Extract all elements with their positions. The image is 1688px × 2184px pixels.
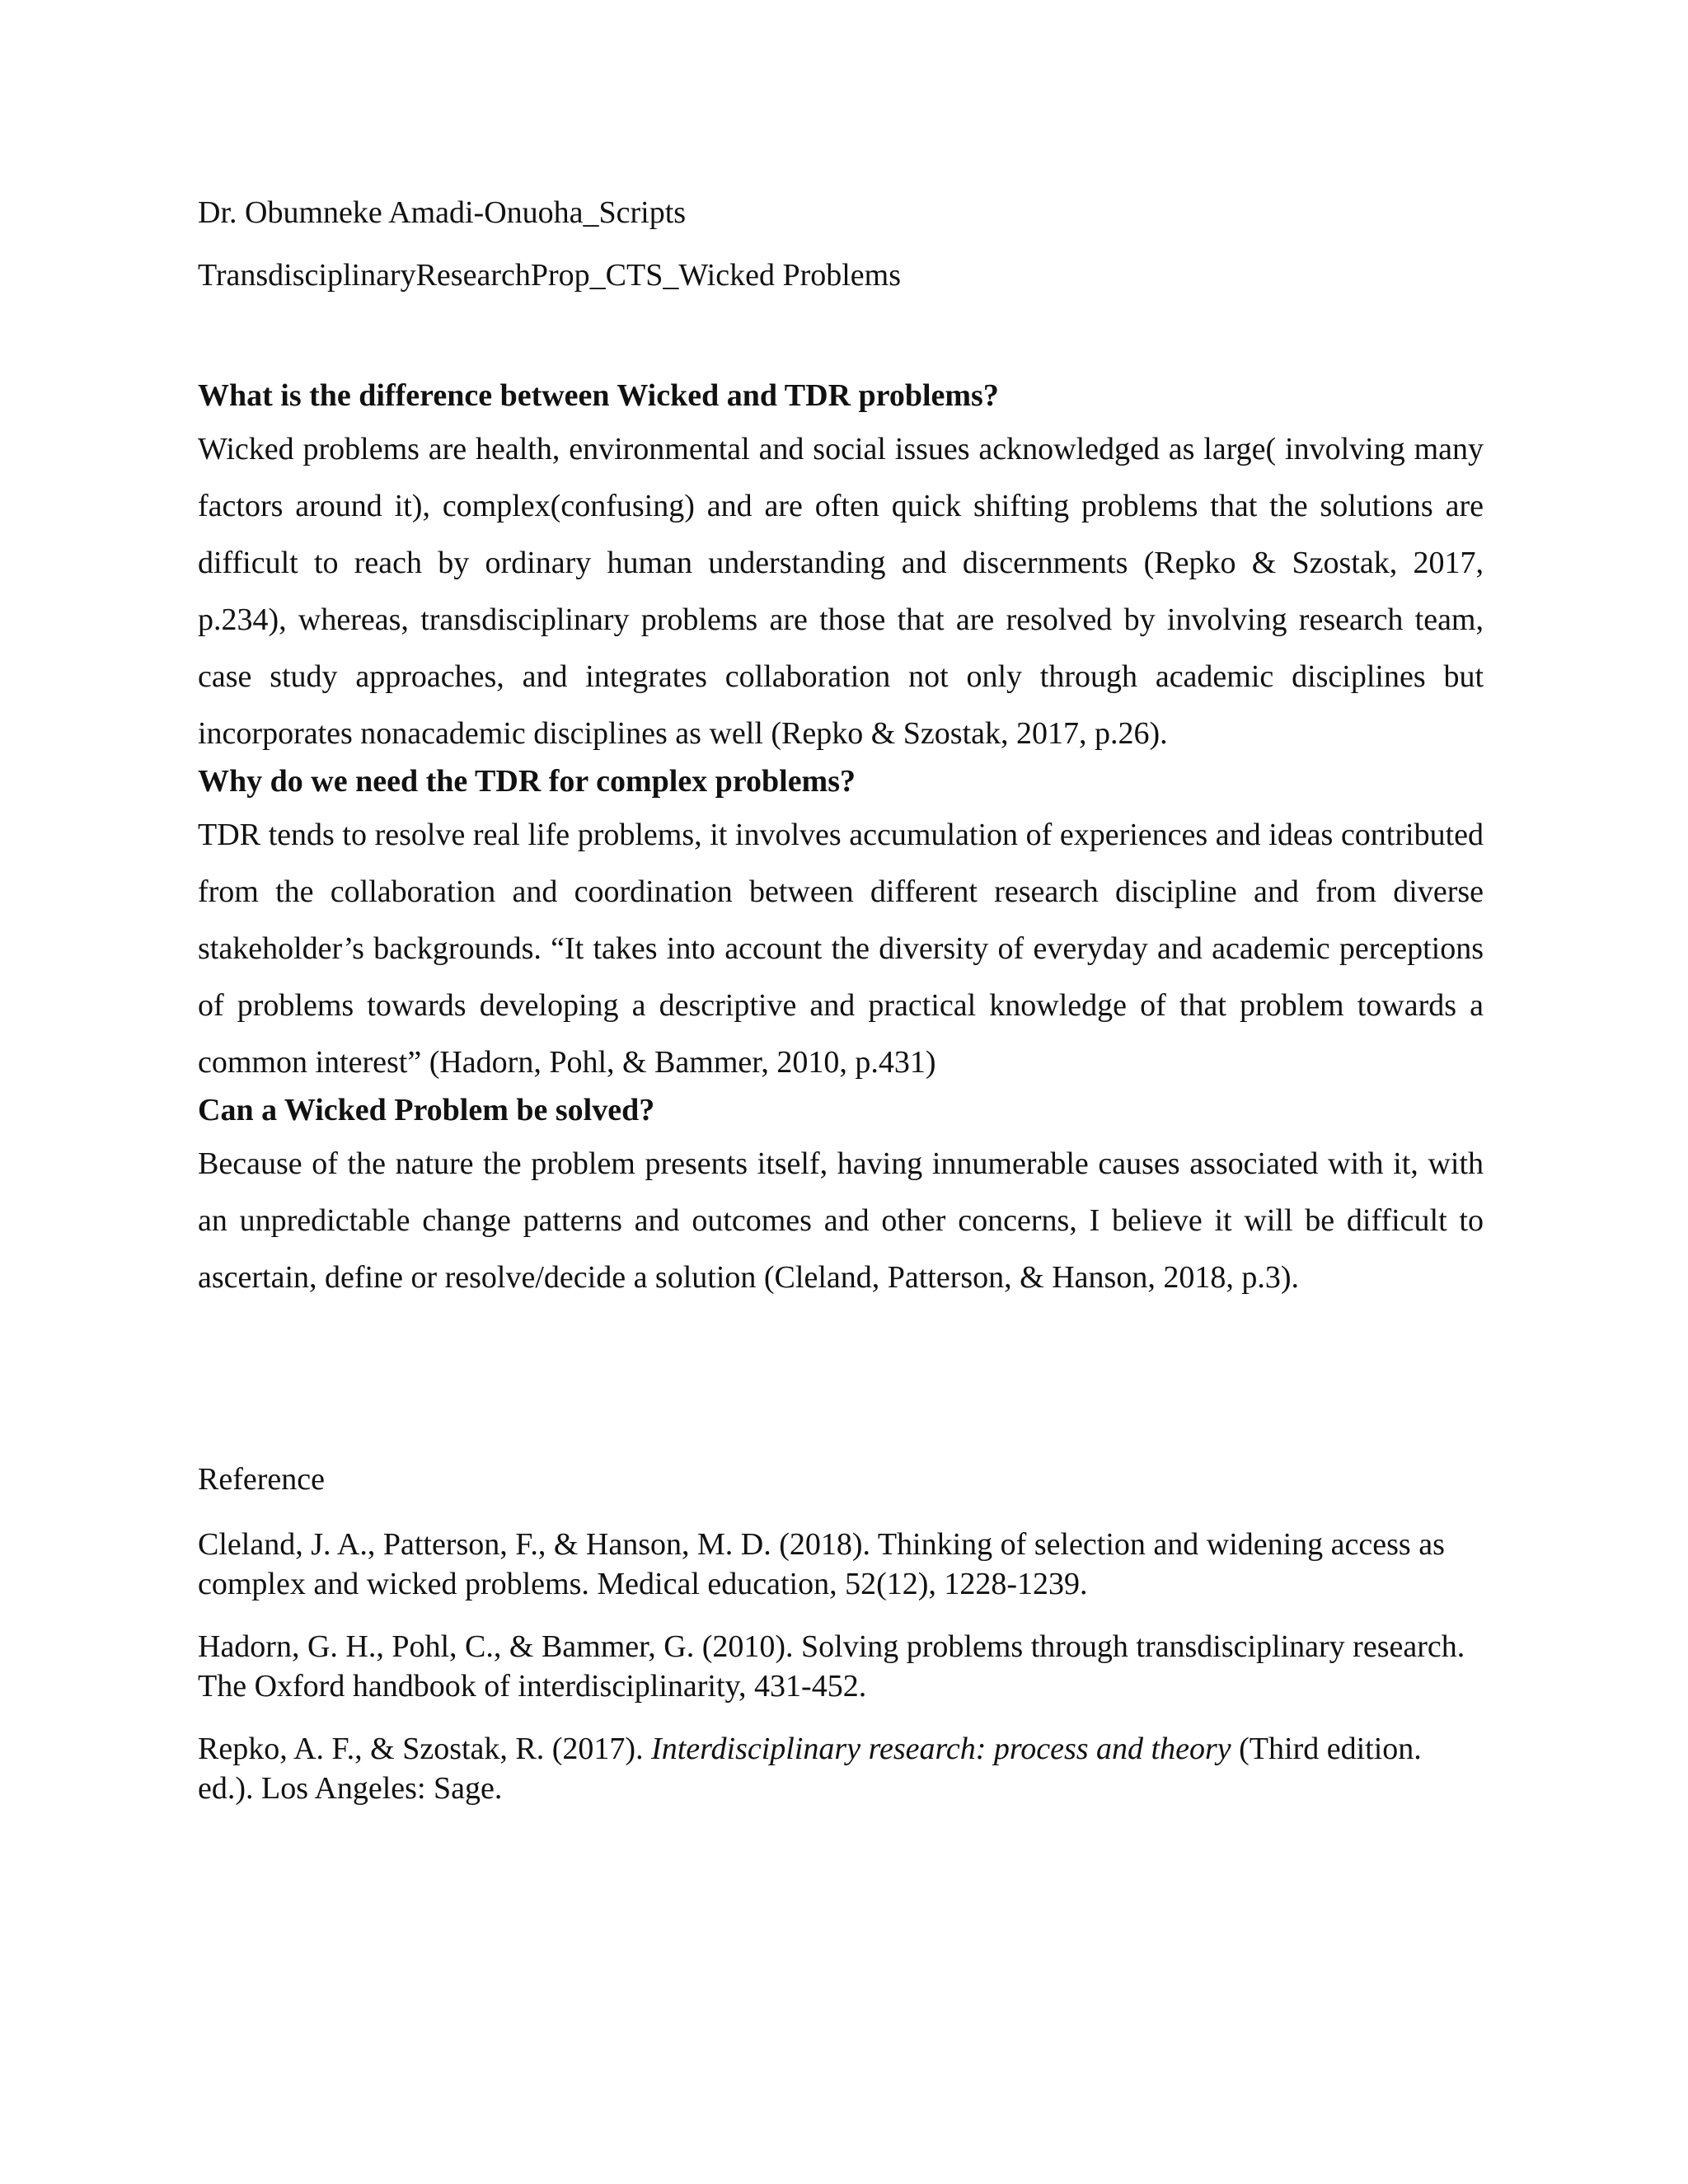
section-answer: Wicked problems are health, environmental and social issues acknowledged as large( involving many factors around it), complex(confusing) and are often quick shifting problems that the solutions are difficult to reach by ordinary human understanding and discernments (Repko & Szostak, 2017, p.234), whereas, transdisciplinary problems are those that are resolved by involving research team, case study approaches, and integrates collaboration not only through academic disciplines but incorporates nonacademic disciplines as well (Repko & Szostak, 2017, p.26). [198, 432, 1484, 751]
reference-title-italic: Interdisciplinary research: process and theory [651, 1732, 1231, 1766]
document-title: TransdisciplinaryResearchProp_CTS_Wicked Problems [198, 258, 902, 293]
reference-item [198, 1627, 1484, 1706]
reference-text: Repko, A. F., & Szostak, R. (2017). [198, 1732, 652, 1766]
reference-text-tail: (Third edition. ed.). Los Angeles: Sage. [198, 1732, 1422, 1806]
document-page [198, 194, 1484, 1831]
section-question: Why do we need the TDR for complex problems? [198, 764, 856, 799]
references-heading: Reference [198, 1462, 325, 1497]
reference-text: Hadorn, G. H., Pohl, C., & Bammer, G. (2010). Solving problems through transdisciplinary research. The Oxford handbook of interdisciplinarity, 431-452. [198, 1629, 1465, 1704]
section-wicked-vs-tdr [198, 377, 1484, 762]
section-can-be-solved [198, 1091, 1484, 1306]
reference-item [198, 1729, 1484, 1808]
reference-item [198, 1525, 1484, 1604]
section-why-tdr [198, 762, 1484, 1091]
section-question: Can a Wicked Problem be solved? [198, 1093, 655, 1127]
author-line: Dr. Obumneke Amadi-Onuoha_Scripts [198, 195, 687, 230]
section-answer: TDR tends to resolve real life problems, it involves accumulation of experiences and ideas contributed from the collaboration and coordination between different research discipline and from diverse stakeholder’s backgrounds. “It takes into account the diversity of everyday and academic perceptions of problems towards developing a descriptive and practical knowledge of that problem towards a common interest” (Hadorn, Pohl, & Bammer, 2010, p.431) [198, 818, 1484, 1080]
section-answer: Because of the nature the problem presents itself, having innumerable causes associated with it, with an unpredictable change patterns and outcomes and other concerns, I believe it will be difficult to ascertain, define or resolve/decide a solution (Cleland, Patterson, & Hanson, 2018, p.3). [198, 1146, 1484, 1295]
reference-text: Cleland, J. A., Patterson, F., & Hanson, M. D. (2018). Thinking of selection and widening access as complex and wicked problems. Medical education, 52(12), 1228-1239. [198, 1527, 1445, 1601]
section-question: What is the difference between Wicked and TDR problems? [198, 378, 999, 413]
